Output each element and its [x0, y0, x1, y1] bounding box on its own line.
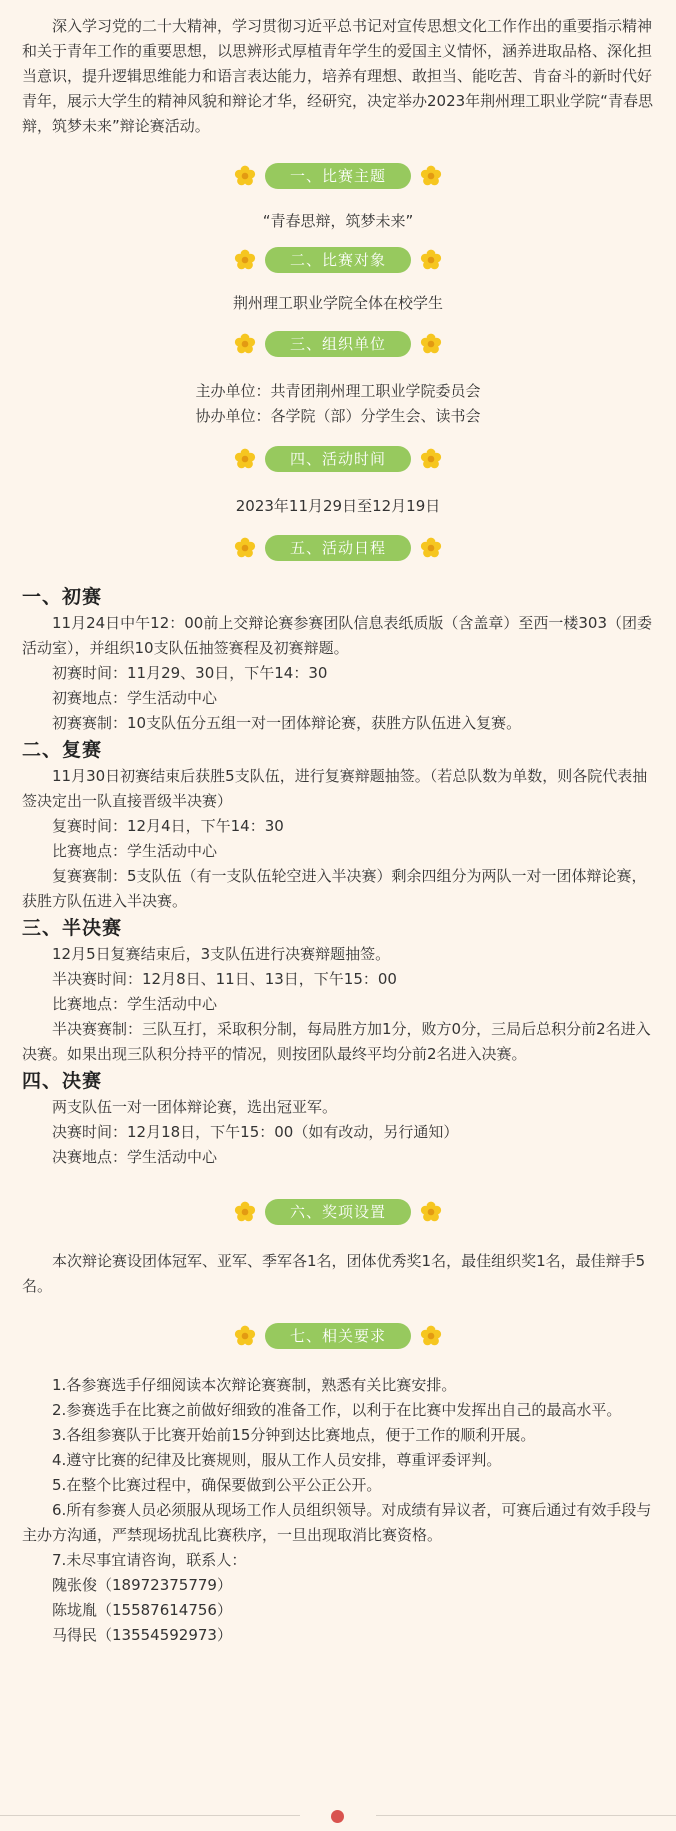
flower-icon: [419, 447, 443, 471]
round-heading-prelim: 一、初赛: [22, 586, 103, 608]
flower-icon: [233, 1200, 257, 1224]
section-header-theme: [22, 161, 654, 191]
final-time: 决赛时间：12月18日，下午15：00（如有改动，另行通知）: [52, 1123, 459, 1141]
time-text: 2023年11月29日至12月19日: [235, 497, 441, 515]
section-header-target: [22, 245, 654, 275]
target-text: 荆州理工职业学院全体在校学生: [232, 294, 443, 312]
awards-text: 本次辩论赛设团体冠军、亚军、季军各1名，团体优秀奖1名，最佳组织奖1名，最佳辩手5名。: [22, 1252, 646, 1295]
second-format: 复赛赛制：5支队伍（有一支队伍轮空进入半决赛）剩余四组分为两队一对一团体辩论赛，获胜方队伍进入半决赛。: [22, 867, 647, 910]
contact-item: 隗张俊（18972375779）: [52, 1576, 232, 1594]
section-title: 六、奖项设置: [265, 1199, 411, 1225]
section-header-time: [22, 444, 654, 474]
second-paragraph: 11月30日初赛结束后获胜5支队伍，进行复赛辩题抽签。（若总队数为单数，则各院代表抽签决定出一队直接晋级半决赛）: [22, 767, 648, 810]
final-paragraph: 两支队伍一对一团体辩论赛，选出冠亚军。: [52, 1098, 338, 1116]
section-title: 三、组织单位: [265, 331, 411, 357]
theme-text: “青春思辩，筑梦未来”: [262, 212, 414, 230]
flower-icon: [233, 332, 257, 356]
semi-time: 半决赛时间：12月8日、11日、13日，下午15：00: [52, 970, 397, 988]
org-co: 协办单位：各学院（部）分学生会、读书会: [195, 407, 481, 425]
requirement-item: 1.各参赛选手仔细阅读本次辩论赛赛制，熟悉有关比赛安排。: [52, 1376, 457, 1394]
section-header-awards: [22, 1197, 654, 1227]
round-heading-final: 四、决赛: [22, 1070, 103, 1092]
semi-paragraph: 12月5日复赛结束后，3支队伍进行决赛辩题抽签。: [52, 945, 391, 963]
footer-divider: [0, 1809, 676, 1823]
requirement-item: 6.所有参赛人员必须服从现场工作人员组织领导。对成绩有异议者，可赛后通过有效手段与主办方沟通，严禁现场扰乱比赛秩序，一旦出现取消比赛资格。: [22, 1501, 652, 1544]
flower-icon: [419, 1200, 443, 1224]
semi-place: 比赛地点：学生活动中心: [52, 995, 218, 1013]
flower-icon: [233, 447, 257, 471]
org-host: 主办单位：共青团荆州理工职业学院委员会: [195, 382, 481, 400]
second-place: 比赛地点：学生活动中心: [52, 842, 218, 860]
flower-icon: [419, 332, 443, 356]
requirement-item: 2.参赛选手在比赛之前做好细致的准备工作，以利于在比赛中发挥出自己的最高水平。: [52, 1401, 622, 1419]
prelim-place: 初赛地点：学生活动中心: [52, 689, 218, 707]
section-header-org: [22, 329, 654, 359]
flower-icon: [233, 1324, 257, 1348]
flower-icon: [419, 536, 443, 560]
second-time: 复赛时间：12月4日，下午14：30: [52, 817, 284, 835]
prelim-time: 初赛时间：11月29、30日，下午14：30: [52, 664, 328, 682]
flower-icon: [419, 164, 443, 188]
section-header-schedule: [22, 533, 654, 563]
flower-icon: [233, 536, 257, 560]
prelim-paragraph: 11月24日中午12：00前上交辩论赛参赛团队信息表纸质版（含盖章）至西一楼303（团委活动室），并组织10支队伍抽签赛程及初赛辩题。: [22, 614, 652, 657]
flower-icon: [419, 1324, 443, 1348]
requirement-item: 7.未尽事宜请咨询，联系人：: [52, 1551, 247, 1569]
round-heading-semi: 三、半决赛: [22, 917, 123, 939]
flower-icon: [233, 248, 257, 272]
flower-icon: [419, 248, 443, 272]
section-title: 五、活动日程: [265, 535, 411, 561]
contact-item: 陈垅胤（15587614756）: [52, 1601, 232, 1619]
contact-item: 马得民（13554592973）: [52, 1626, 232, 1644]
section-title: 一、比赛主题: [265, 163, 411, 189]
prelim-format: 初赛赛制：10支队伍分五组一对一团体辩论赛，获胜方队伍进入复赛。: [52, 714, 522, 732]
semi-format: 半决赛赛制：三队互打，采取积分制，每局胜方加1分，败方0分，三局后总积分前2名进入决赛。如果出现三队积分持平的情况，则按团队最终平均分前2名进入决赛。: [22, 1020, 651, 1063]
section-title: 四、活动时间: [265, 446, 411, 472]
requirement-item: 4.遵守比赛的纪律及比赛规则，服从工作人员安排，尊重评委评判。: [52, 1451, 502, 1469]
section-title: 二、比赛对象: [265, 247, 411, 273]
divider-dot: [331, 1810, 344, 1823]
requirement-item: 5.在整个比赛过程中，确保要做到公平公正公开。: [52, 1476, 382, 1494]
section-header-requirements: [22, 1321, 654, 1351]
final-place: 决赛地点：学生活动中心: [52, 1148, 218, 1166]
section-title: 七、相关要求: [265, 1323, 411, 1349]
intro-paragraph: 深入学习党的二十大精神，学习贯彻习近平总书记对宣传思想文化工作作出的重要指示精神和关于青年工作的重要思想，以思辨形式厚植青年学生的爱国主义情怀，涵养进取品格、深化担当意识，提升逻辑思维能力和语言表达能力，培养有理想、敢担当、能吃苦、肯奋斗的新时代好青年，展示大学生的精神风貌和辩论才华，经研究，决定举办2023年荆州理工职业学院“青春思辩，筑梦未来”辩论赛活动。: [22, 17, 653, 135]
flower-icon: [233, 164, 257, 188]
round-heading-second: 二、复赛: [22, 739, 103, 761]
requirement-item: 3.各组参赛队于比赛开始前15分钟到达比赛地点，便于工作的顺利开展。: [52, 1426, 536, 1444]
